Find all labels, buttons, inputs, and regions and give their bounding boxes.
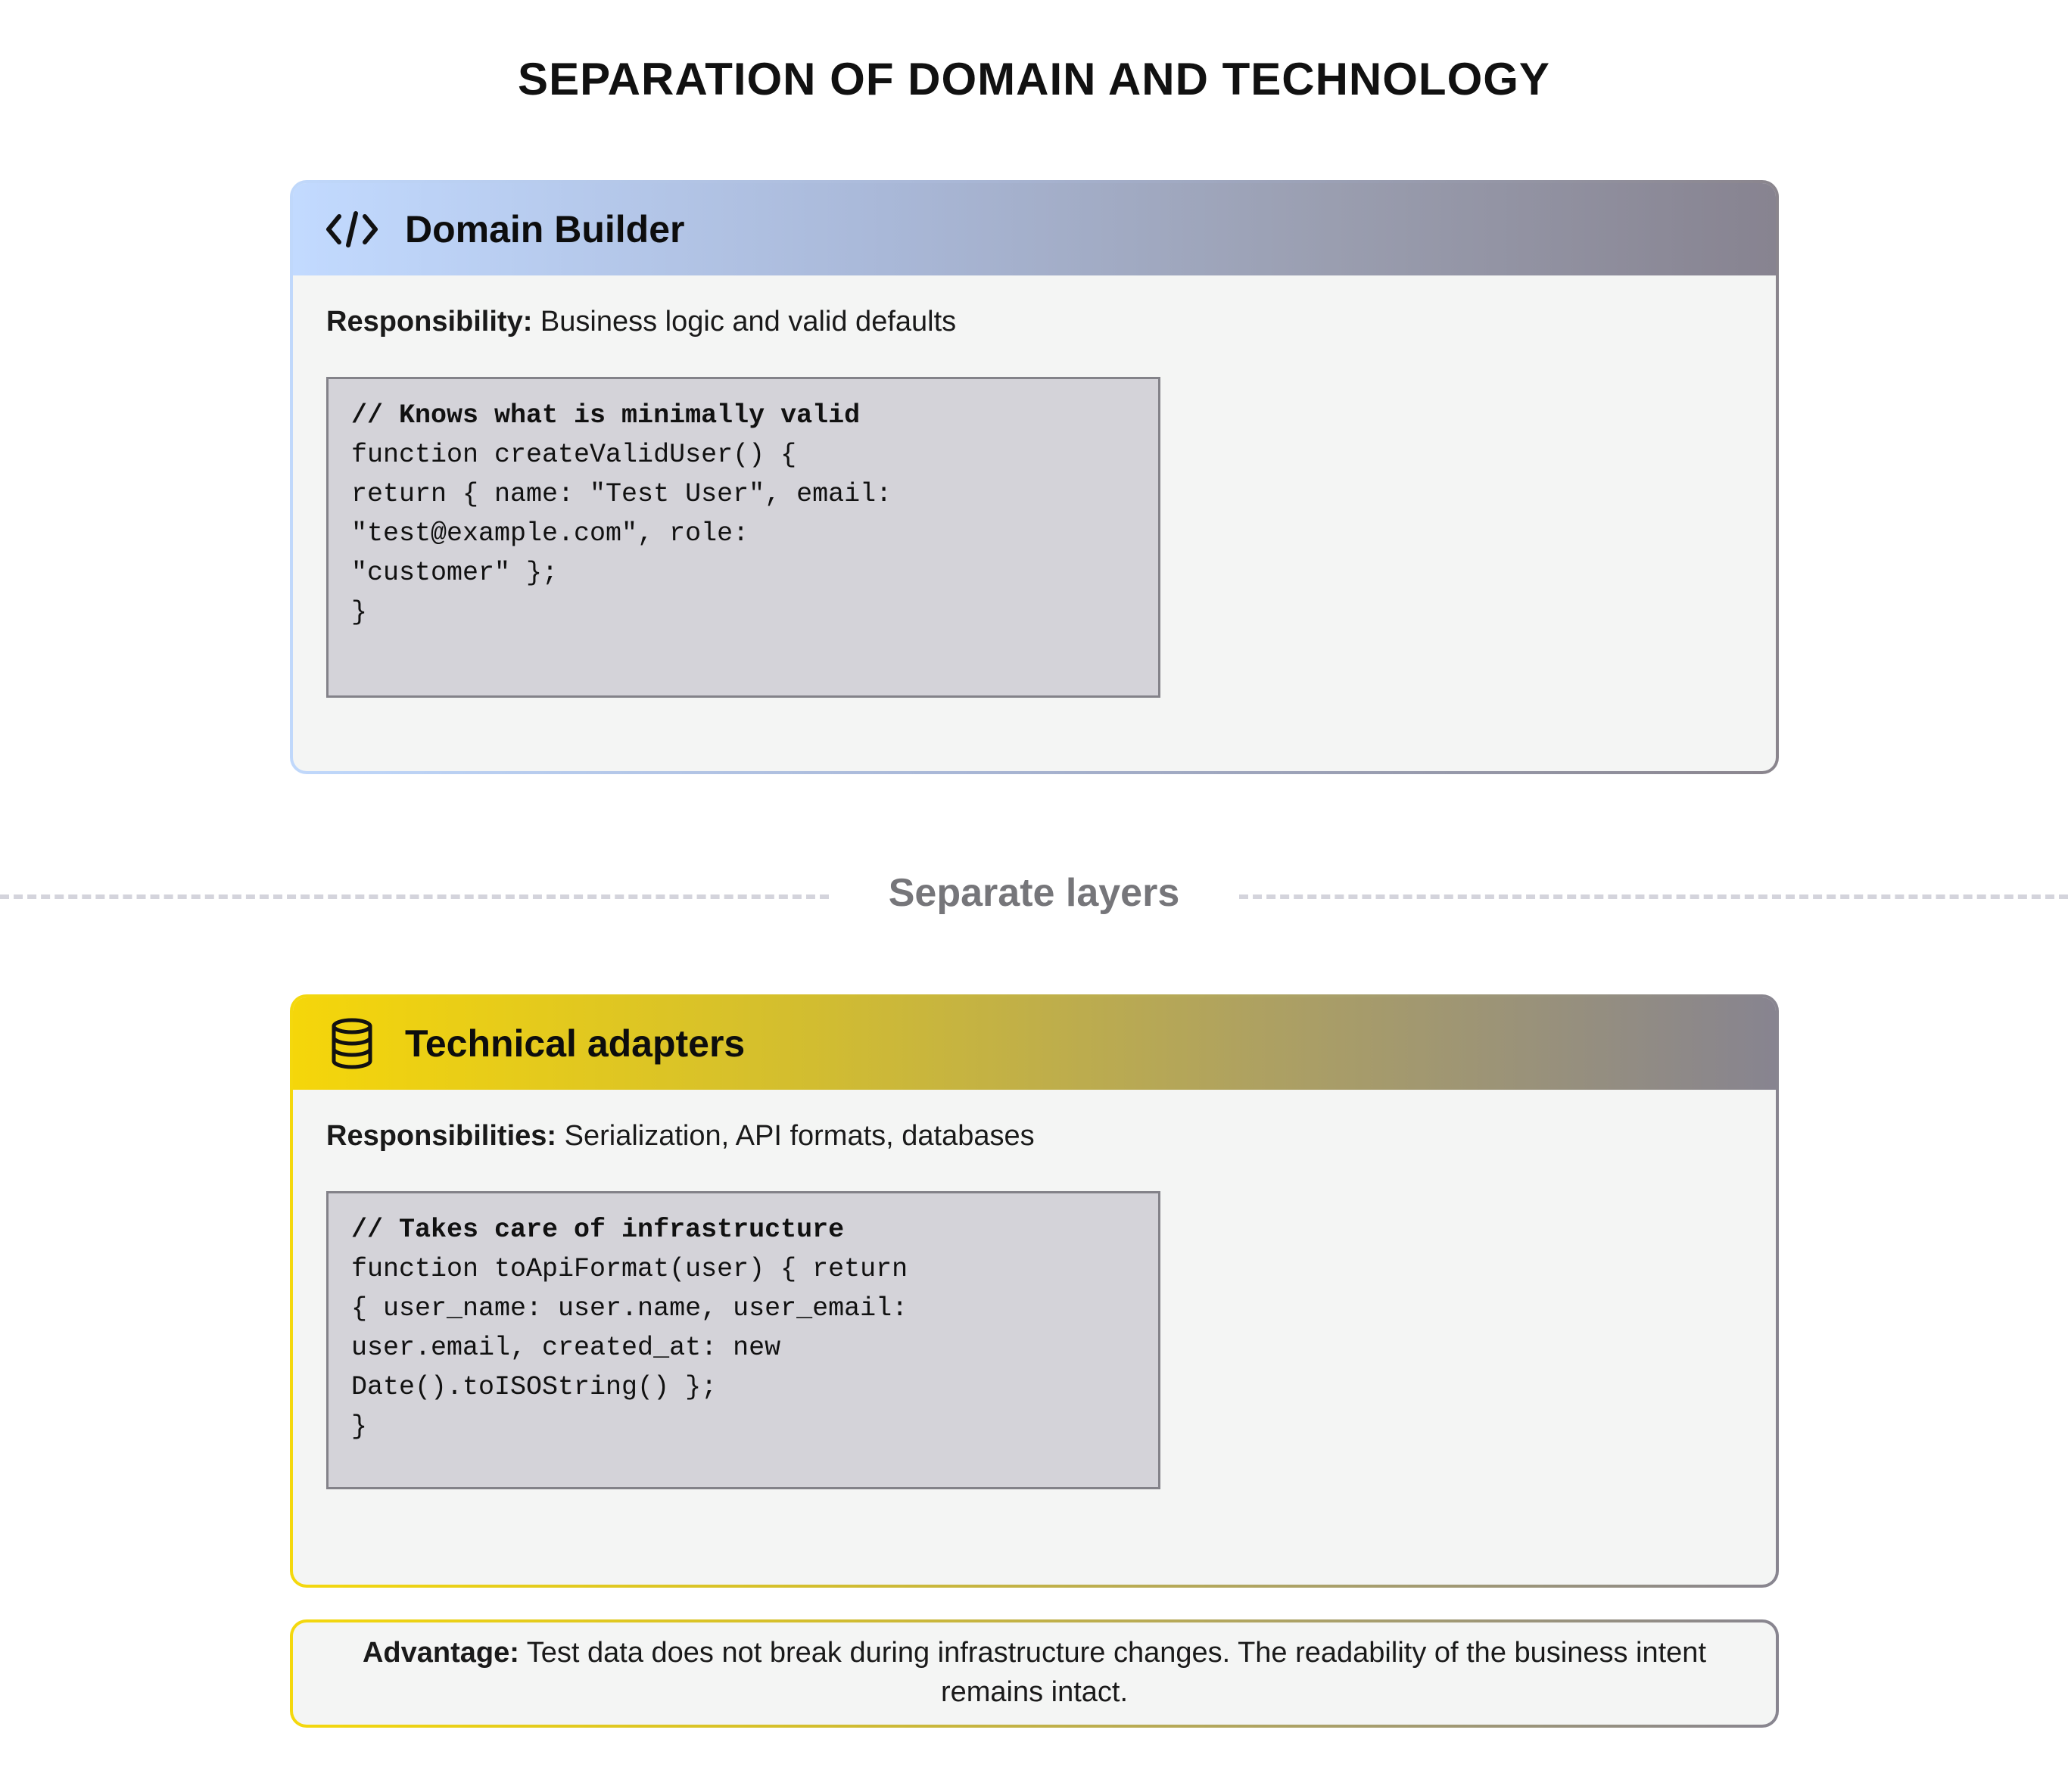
advantage-label: Advantage:: [362, 1637, 519, 1669]
code-comment: // Takes care of infrastructure: [351, 1215, 845, 1245]
page-title: SEPARATION OF DOMAIN AND TECHNOLOGY: [518, 54, 1550, 104]
code-line: "customer" };: [351, 558, 559, 588]
technical-adapters-card: [290, 994, 1779, 1588]
divider-label: Separate layers: [888, 871, 1180, 915]
technical-adapters-header: [293, 997, 1776, 1090]
advantage-text: [323, 1633, 1746, 1712]
code-line: function toApiFormat(user) { return: [351, 1254, 908, 1284]
domain-responsibility-label: Responsibility:: [326, 306, 533, 338]
domain-builder-card: [290, 180, 1779, 774]
code-line: function createValidUser() {: [351, 440, 797, 470]
code-line: Date().toISOString() };: [351, 1372, 718, 1402]
technical-adapters-title: Technical adapters: [405, 1022, 746, 1065]
code-comment: // Knows what is minimally valid: [351, 400, 861, 431]
code-line: return { name: "Test User", email:: [351, 479, 892, 509]
code-line: }: [351, 1411, 368, 1442]
database-icon: [325, 1016, 379, 1071]
domain-code-block: [326, 377, 1160, 698]
code-line: user.email, created_at: new: [351, 1333, 781, 1363]
adapters-responsibility-label: Responsibilities:: [326, 1120, 557, 1152]
domain-builder-header: [293, 183, 1776, 275]
advantage-body: Test data does not break during infrastructure changes. The readability of the business intent remains intact.: [519, 1637, 1707, 1708]
domain-builder-title: Domain Builder: [405, 208, 685, 250]
adapters-responsibility-text: Serialization, API formats, databases: [556, 1120, 1035, 1152]
adapters-responsibility: [326, 1120, 1035, 1153]
code-line: "test@example.com", role:: [351, 518, 749, 549]
domain-responsibility: [326, 306, 956, 338]
domain-responsibility-text: Business logic and valid defaults: [532, 306, 957, 338]
code-line: { user_name: user.name, user_email:: [351, 1293, 908, 1324]
adapters-code-block: [326, 1191, 1160, 1489]
advantage-box: [290, 1619, 1779, 1728]
code-icon: [325, 202, 379, 257]
code-line: }: [351, 597, 368, 627]
